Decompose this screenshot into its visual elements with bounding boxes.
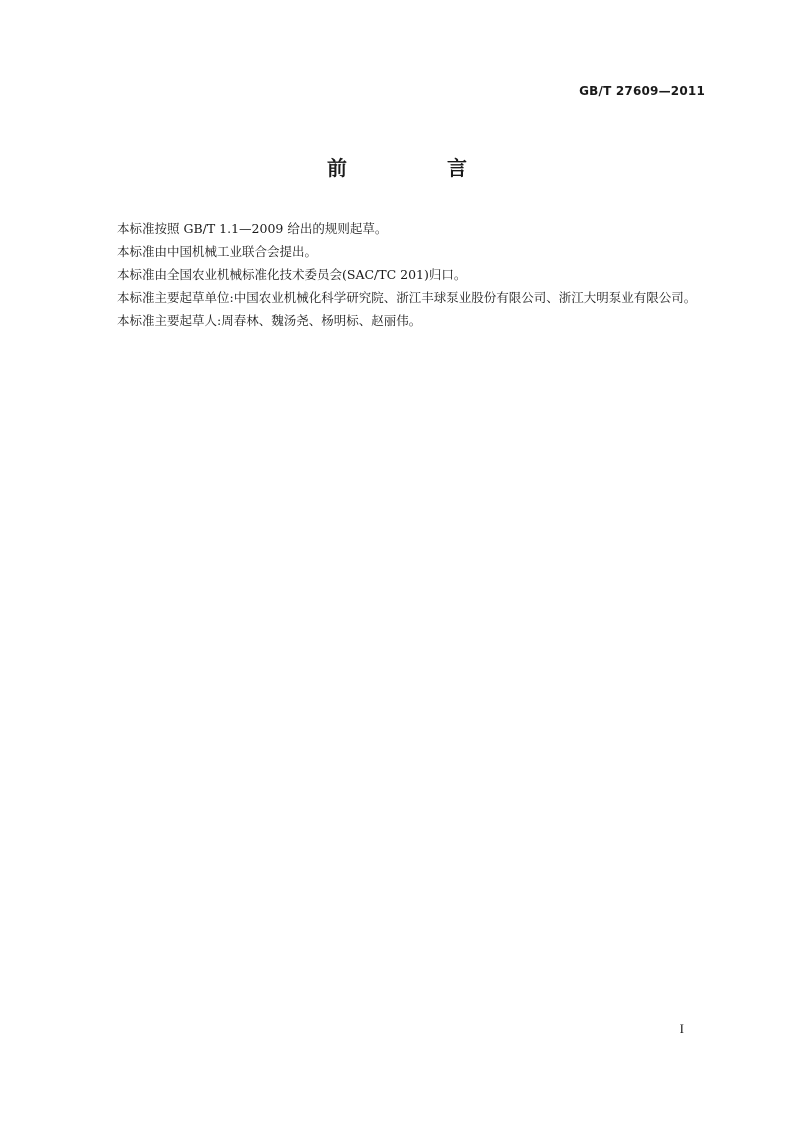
paragraph-proposer: 本标准由中国机械工业联合会提出。 bbox=[117, 244, 318, 259]
page-title: 前 言 bbox=[327, 156, 507, 180]
paragraph-centralized-by: 本标准由全国农业机械标准化技术委员会(SAC/TC 201)归口。 bbox=[117, 267, 467, 282]
paragraph-drafting-units: 本标准主要起草单位:中国农业机械化科学研究院、浙江丰球泵业股份有限公司、浙江大明泵业有限公司。 bbox=[117, 290, 697, 305]
foreword-body bbox=[89, 217, 705, 332]
paragraph-drafting-rules: 本标准按照 GB/T 1.1—2009 给出的规则起草。 bbox=[117, 221, 388, 236]
paragraph-drafters: 本标准主要起草人:周春林、魏汤尧、杨明标、赵丽伟。 bbox=[117, 313, 422, 328]
page-number: I bbox=[679, 1021, 684, 1036]
standard-number: GB/T 27609—2011 bbox=[579, 84, 705, 98]
